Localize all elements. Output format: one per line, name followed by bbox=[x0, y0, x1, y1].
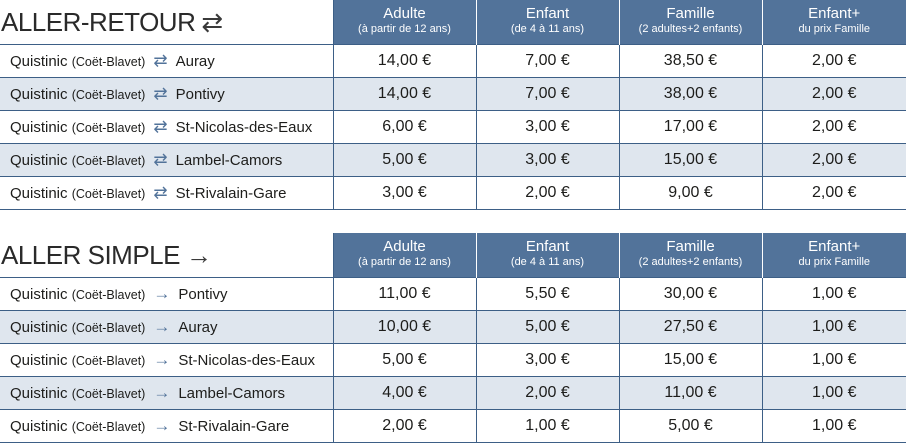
origin: Quistinic bbox=[10, 385, 68, 402]
price-adulte: 5,00 € bbox=[333, 144, 476, 177]
price-enfant: 2,00 € bbox=[476, 177, 619, 210]
route-cell bbox=[0, 177, 333, 210]
table-row bbox=[0, 45, 906, 78]
one-way-arrow-icon: → bbox=[153, 416, 171, 435]
price-enfant: 3,00 € bbox=[476, 111, 619, 144]
header-famille bbox=[619, 233, 762, 278]
origin: Quistinic bbox=[10, 286, 68, 303]
route-cell bbox=[0, 144, 333, 177]
table-row bbox=[0, 78, 906, 111]
price-enfant-plus: 1,00 € bbox=[762, 377, 906, 410]
aller-simple-section bbox=[0, 233, 906, 444]
origin-sub: (Coët-Blavet) bbox=[71, 55, 146, 69]
price-adulte: 14,00 € bbox=[333, 45, 476, 78]
header-famille bbox=[619, 0, 762, 45]
origin: Quistinic bbox=[10, 352, 68, 369]
route-cell bbox=[0, 111, 333, 144]
price-famille: 15,00 € bbox=[619, 344, 762, 377]
table-row bbox=[0, 111, 906, 144]
header-main: Adulte bbox=[383, 238, 426, 255]
price-famille: 30,00 € bbox=[619, 278, 762, 311]
price-adulte: 3,00 € bbox=[333, 177, 476, 210]
price-enfant: 7,00 € bbox=[476, 78, 619, 111]
origin-sub: (Coët-Blavet) bbox=[71, 154, 146, 168]
header-main: Famille bbox=[666, 5, 715, 22]
price-enfant: 3,00 € bbox=[476, 144, 619, 177]
round-trip-arrow-icon: ⇄ bbox=[153, 51, 168, 70]
price-enfant-plus: 1,00 € bbox=[762, 311, 906, 344]
aller-retour-title-text: ALLER-RETOUR bbox=[1, 6, 196, 37]
one-way-arrow-icon: → bbox=[153, 350, 171, 369]
origin-sub: (Coët-Blavet) bbox=[71, 187, 146, 201]
origin-sub: (Coët-Blavet) bbox=[71, 420, 146, 434]
price-adulte: 6,00 € bbox=[333, 111, 476, 144]
header-sub: du prix Famille bbox=[798, 256, 871, 268]
table-row bbox=[0, 410, 906, 443]
origin-sub: (Coët-Blavet) bbox=[71, 121, 146, 135]
header-sub: (de 4 à 11 ans) bbox=[510, 256, 585, 268]
price-famille: 9,00 € bbox=[619, 177, 762, 210]
destination: Pontivy bbox=[175, 86, 225, 103]
origin: Quistinic bbox=[10, 119, 68, 136]
price-adulte: 2,00 € bbox=[333, 410, 476, 443]
origin-sub: (Coët-Blavet) bbox=[71, 88, 146, 102]
destination: Lambel-Camors bbox=[178, 385, 286, 402]
price-enfant-plus: 1,00 € bbox=[762, 410, 906, 443]
aller-simple-table bbox=[0, 233, 906, 443]
price-famille: 11,00 € bbox=[619, 377, 762, 410]
header-sub: (à partir de 12 ans) bbox=[358, 23, 451, 35]
price-enfant-plus: 1,00 € bbox=[762, 344, 906, 377]
table-row bbox=[0, 377, 906, 410]
table-row bbox=[0, 144, 906, 177]
route-cell bbox=[0, 311, 333, 344]
price-enfant-plus: 2,00 € bbox=[762, 111, 906, 144]
origin-sub: (Coët-Blavet) bbox=[71, 288, 146, 302]
price-famille: 17,00 € bbox=[619, 111, 762, 144]
price-famille: 15,00 € bbox=[619, 144, 762, 177]
destination: Lambel-Camors bbox=[175, 152, 283, 169]
price-adulte: 14,00 € bbox=[333, 78, 476, 111]
header-main: Famille bbox=[666, 238, 715, 255]
origin: Quistinic bbox=[10, 53, 68, 70]
price-enfant: 7,00 € bbox=[476, 45, 619, 78]
header-sub: (à partir de 12 ans) bbox=[358, 256, 451, 268]
price-adulte: 5,00 € bbox=[333, 344, 476, 377]
origin: Quistinic bbox=[10, 152, 68, 169]
origin: Quistinic bbox=[10, 86, 68, 103]
header-main: Adulte bbox=[383, 5, 426, 22]
one-way-arrow-icon: → bbox=[185, 239, 212, 270]
header-enfant-plus bbox=[762, 0, 906, 45]
header-sub: du prix Famille bbox=[798, 23, 871, 35]
header-main: Enfant+ bbox=[808, 5, 861, 22]
origin: Quistinic bbox=[10, 319, 68, 336]
price-enfant: 5,00 € bbox=[476, 311, 619, 344]
price-adulte: 4,00 € bbox=[333, 377, 476, 410]
section-spacer bbox=[0, 212, 906, 233]
destination: St-Nicolas-des-Eaux bbox=[178, 352, 316, 369]
destination: Pontivy bbox=[178, 286, 228, 303]
route-cell bbox=[0, 278, 333, 311]
price-famille: 27,50 € bbox=[619, 311, 762, 344]
header-enfant bbox=[476, 0, 619, 45]
origin-sub: (Coët-Blavet) bbox=[71, 354, 146, 368]
aller-retour-section bbox=[0, 0, 906, 212]
origin-sub: (Coët-Blavet) bbox=[71, 321, 146, 335]
price-famille: 38,00 € bbox=[619, 78, 762, 111]
price-enfant: 5,50 € bbox=[476, 278, 619, 311]
destination: Auray bbox=[178, 319, 218, 336]
price-enfant: 3,00 € bbox=[476, 344, 619, 377]
origin-sub: (Coët-Blavet) bbox=[71, 387, 146, 401]
origin: Quistinic bbox=[10, 418, 68, 435]
aller-retour-title bbox=[0, 0, 333, 45]
round-trip-arrow-icon: ⇄ bbox=[153, 183, 168, 202]
price-enfant-plus: 2,00 € bbox=[762, 78, 906, 111]
price-enfant-plus: 2,00 € bbox=[762, 144, 906, 177]
destination: St-Rivalain-Gare bbox=[175, 185, 287, 202]
price-famille: 5,00 € bbox=[619, 410, 762, 443]
header-adulte bbox=[333, 233, 476, 278]
table-row bbox=[0, 311, 906, 344]
one-way-arrow-icon: → bbox=[153, 317, 171, 336]
price-famille: 38,50 € bbox=[619, 45, 762, 78]
route-cell bbox=[0, 377, 333, 410]
aller-simple-title-text: ALLER SIMPLE bbox=[1, 239, 180, 270]
destination: St-Rivalain-Gare bbox=[178, 418, 290, 435]
price-enfant: 2,00 € bbox=[476, 377, 619, 410]
price-adulte: 11,00 € bbox=[333, 278, 476, 311]
table-row bbox=[0, 177, 906, 210]
price-enfant-plus: 2,00 € bbox=[762, 177, 906, 210]
route-cell bbox=[0, 410, 333, 443]
route-cell bbox=[0, 45, 333, 78]
price-enfant: 1,00 € bbox=[476, 410, 619, 443]
header-main: Enfant bbox=[525, 238, 570, 255]
aller-simple-title bbox=[0, 233, 333, 278]
aller-retour-table bbox=[0, 0, 906, 210]
header-enfant bbox=[476, 233, 619, 278]
one-way-arrow-icon: → bbox=[153, 284, 171, 303]
round-trip-arrow-icon: ⇄ bbox=[153, 150, 168, 169]
origin: Quistinic bbox=[10, 185, 68, 202]
table-row bbox=[0, 278, 906, 311]
round-trip-arrow-icon: ⇄ bbox=[153, 84, 168, 103]
header-main: Enfant bbox=[525, 5, 570, 22]
header-sub: (2 adultes+2 enfants) bbox=[638, 23, 743, 35]
header-sub: (2 adultes+2 enfants) bbox=[638, 256, 743, 268]
header-adulte bbox=[333, 0, 476, 45]
round-trip-arrow-icon: ⇄ bbox=[153, 117, 168, 136]
destination: St-Nicolas-des-Eaux bbox=[175, 119, 313, 136]
price-enfant-plus: 1,00 € bbox=[762, 278, 906, 311]
route-cell bbox=[0, 344, 333, 377]
header-sub: (de 4 à 11 ans) bbox=[510, 23, 585, 35]
header-main: Enfant+ bbox=[808, 238, 861, 255]
price-adulte: 10,00 € bbox=[333, 311, 476, 344]
route-cell bbox=[0, 78, 333, 111]
one-way-arrow-icon: → bbox=[153, 383, 171, 402]
round-trip-arrow-icon: ⇄ bbox=[201, 6, 223, 37]
header-enfant-plus bbox=[762, 233, 906, 278]
destination: Auray bbox=[175, 53, 215, 70]
price-enfant-plus: 2,00 € bbox=[762, 45, 906, 78]
table-row bbox=[0, 344, 906, 377]
